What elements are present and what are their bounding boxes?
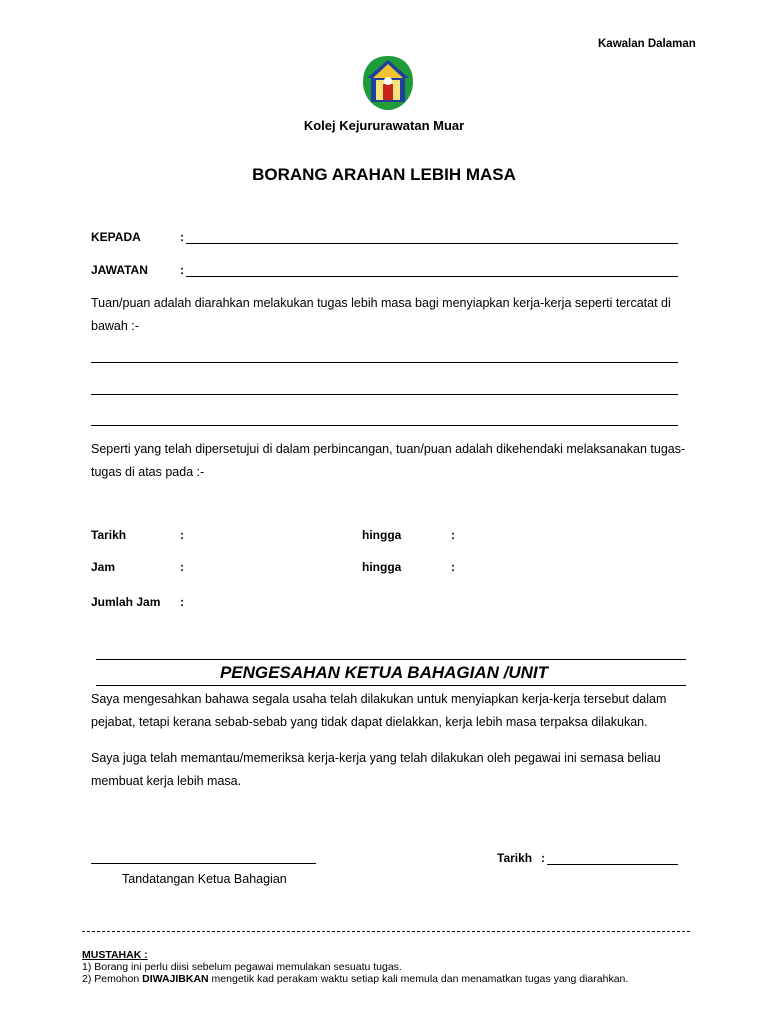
schedule-intro: Seperti yang telah dipersetujui di dalam perbincangan, tuan/puan adalah dikehendaki melaksanakan tugas-tugas di atas pada :- — [91, 442, 686, 479]
kepada-colon: : — [180, 230, 184, 244]
confirmation-tarikh-colon: : — [541, 851, 545, 865]
notes-item-2 — [82, 973, 628, 985]
confirmation-bottom-rule — [96, 685, 686, 686]
tarikh-colon: : — [180, 528, 184, 542]
confirmation-paragraph-2: Saya juga telah memantau/memeriksa kerja-kerja yang telah dilakukan oleh pegawai ini semasa beliau membuat kerja lebih masa. — [91, 751, 661, 788]
notes-divider — [82, 931, 690, 932]
college-logo — [361, 54, 415, 112]
kepada-field-line[interactable] — [186, 243, 678, 244]
signature-label: Tandatangan Ketua Bahagian — [122, 872, 287, 886]
instruction-text: Tuan/puan adalah diarahkan melakukan tugas lebih masa bagi menyiapkan kerja-kerja seperti tercatat di bawah :- — [91, 296, 671, 333]
tarikh-hingga-label: hingga — [362, 528, 402, 542]
internal-control-label: Kawalan Dalaman — [598, 38, 696, 50]
notes-title: MUSTAHAK : — [82, 949, 148, 961]
notes-item-2-emphasis: DIWAJIBKAN — [142, 973, 209, 985]
confirmation-paragraph-1: Saya mengesahkan bahawa segala usaha telah dilakukan untuk menyiapkan kerja-kerja tersebut dalam pejabat, tetapi kerana sebab-sebab yang tidak dapat dielakkan, kerja lebih masa terpaksa dilakukan. — [91, 692, 667, 729]
jawatan-field-line[interactable] — [186, 276, 678, 277]
jam-hingga-colon: : — [451, 560, 455, 574]
confirmation-top-rule — [96, 659, 686, 660]
notes-item-1: 1) Borang ini perlu diisi sebelum pegawai memulakan sesuatu tugas. — [82, 961, 402, 973]
jumlah-jam-label: Jumlah Jam — [91, 595, 161, 609]
jam-label: Jam — [91, 560, 116, 574]
tarikh-hingga-colon: : — [451, 528, 455, 542]
jam-hingga-label: hingga — [362, 560, 402, 574]
task-line-3[interactable] — [91, 425, 678, 426]
jumlah-jam-colon: : — [180, 595, 184, 609]
kepada-label: KEPADA — [91, 230, 141, 244]
task-line-2[interactable] — [91, 394, 678, 395]
confirmation-title: PENGESAHAN KETUA BAHAGIAN /UNIT — [219, 663, 549, 682]
form-title: BORANG ARAHAN LEBIH MASA — [252, 165, 516, 184]
jawatan-label: JAWATAN — [91, 263, 148, 277]
confirmation-tarikh-label: Tarikh — [497, 851, 533, 865]
tarikh-label: Tarikh — [91, 528, 127, 542]
jawatan-colon: : — [180, 263, 184, 277]
signature-line[interactable] — [91, 863, 316, 864]
notes-item-2-prefix: 2) Pemohon — [82, 973, 143, 985]
notes-item-2-suffix: mengetik kad perakam waktu setiap kali memula dan menamatkan tugas yang diarahkan. — [208, 973, 629, 985]
confirmation-tarikh-line[interactable] — [547, 864, 678, 865]
task-line-1[interactable] — [91, 362, 678, 363]
college-name: Kolej Kejururawatan Muar — [303, 118, 465, 133]
jam-colon: : — [180, 560, 184, 574]
